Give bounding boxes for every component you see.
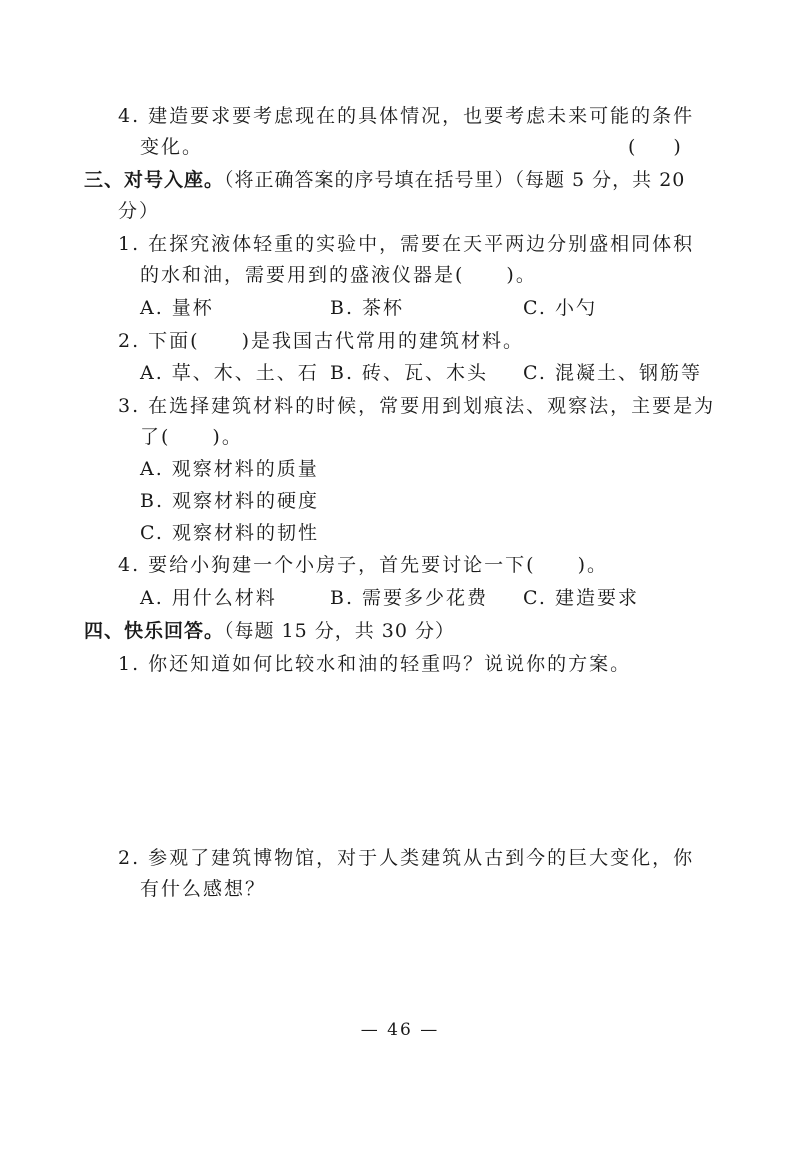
section3-note-cont: 分） [118, 200, 161, 222]
s2-q4-line2: 变化。 [140, 136, 204, 158]
s3-q4-option-b[interactable]: B. 需要多少花费 [330, 587, 489, 609]
section4-note: （每题 15 分，共 30 分） [224, 620, 456, 642]
s3-q2-option-b[interactable]: B. 砖、瓦、木头 [330, 362, 489, 384]
s3-q3-stem-line2: 了( )。 [140, 426, 243, 448]
section3-note: （将正确答案的序号填在括号里）（每题 5 分，共 20 [224, 169, 686, 191]
s2-q4-answer-blank[interactable]: ( ) [628, 136, 681, 158]
s3-q1-stem-line2: 的水和油，需要用到的盛液仪器是( )。 [140, 264, 537, 286]
s3-q1-option-c[interactable]: C. 小勺 [523, 297, 597, 319]
s4-q2-line2: 有什么感想？ [140, 878, 267, 900]
page-number: — 46 — [360, 1020, 440, 1040]
s3-q1-stem-line1: 1. 在探究液体轻重的实验中，需要在天平两边分别盛相同体积 [118, 233, 695, 255]
section3-title: 三、对号入座。 [84, 169, 225, 191]
s3-q3-option-b[interactable]: B. 观察材料的硬度 [140, 490, 320, 512]
s3-q1-option-a[interactable]: A. 量杯 [140, 297, 214, 319]
s3-q2-option-a[interactable]: A. 草、木、土、石 [140, 362, 319, 384]
s3-q3-option-c[interactable]: C. 观察材料的韧性 [140, 522, 319, 544]
s3-q3-option-a[interactable]: A. 观察材料的质量 [140, 458, 319, 480]
section3-heading [84, 168, 685, 192]
s2-q4-line1: 4. 建造要求要考虑现在的具体情况，也要考虑未来可能的条件 [118, 105, 695, 127]
s3-q2-option-c[interactable]: C. 混凝土、钢筋等 [523, 362, 702, 384]
s3-q4-option-a[interactable]: A. 用什么材料 [140, 587, 277, 609]
section4-title: 四、快乐回答。 [84, 620, 225, 642]
s4-q1: 1. 你还知道如何比较水和油的轻重吗？说说你的方案。 [118, 653, 632, 675]
s3-q1-option-b[interactable]: B. 茶杯 [330, 297, 405, 319]
s3-q2-stem: 2. 下面( )是我国古代常用的建筑材料。 [118, 330, 524, 352]
s3-q4-stem: 4. 要给小狗建一个小房子，首先要讨论一下( )。 [118, 554, 608, 576]
s3-q3-stem-line1: 3. 在选择建筑材料的时候，常要用到划痕法、观察法，主要是为 [118, 395, 716, 417]
s4-q2-line1: 2. 参观了建筑博物馆，对于人类建筑从古到今的巨大变化，你 [118, 847, 695, 869]
s3-q4-option-c[interactable]: C. 建造要求 [523, 587, 639, 609]
section4-heading [84, 619, 455, 643]
